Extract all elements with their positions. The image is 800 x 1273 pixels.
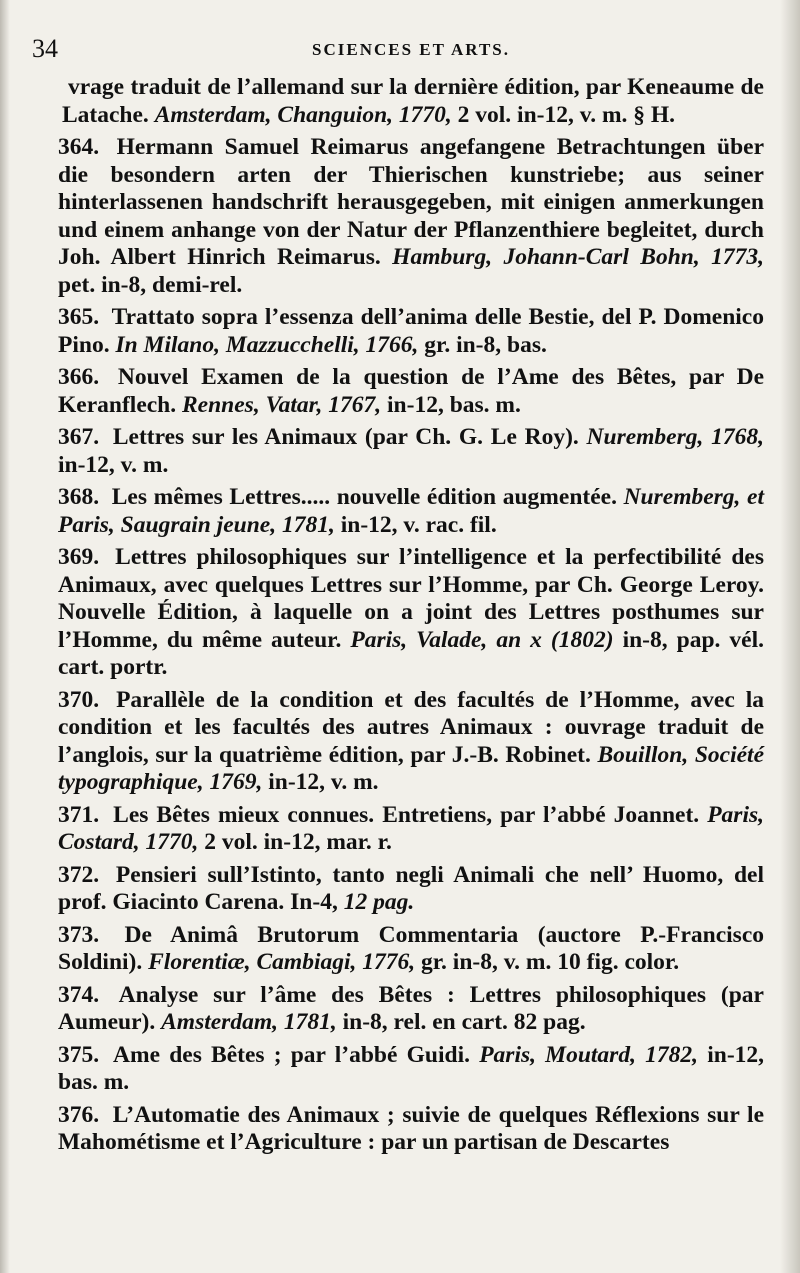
entry-details: in-12, v. rac. fil.	[340, 511, 497, 538]
entry-imprint: In Milano, Mazzucchelli, 1766,	[115, 331, 419, 358]
entry-number: 367.	[58, 424, 100, 450]
entry-text: Analyse sur l’âme des Bêtes : Lettres philosophiques (par Aumeur).	[58, 981, 764, 1035]
entry-number: 366.	[58, 364, 100, 390]
entry-text: Les mêmes Lettres..... nouvelle édition augmentée.	[111, 484, 617, 510]
entry-text: Lettres philosophiques sur l’intelligence et la perfectibilité des Animaux, avec quelques Lettres sur l’Homme, par Ch. George Leroy. Nouvelle Édition, à laquelle on a joint des Lettres posthumes sur l’Homme, du même auteur.	[58, 544, 764, 653]
entry-details: 2 vol. in-12, mar. r.	[204, 829, 392, 855]
entry-number: 365.	[58, 304, 100, 330]
bibliography-entry	[58, 424, 764, 479]
page-number: 34	[32, 34, 58, 63]
entry-imprint: 12 pag.	[343, 889, 415, 915]
running-head	[32, 34, 764, 74]
entry-imprint: Rennes, Vatar, 1767,	[182, 391, 382, 418]
entry-details: gr. in-8, v. m. 10 fig. color.	[421, 949, 680, 975]
entry-number: 371.	[58, 801, 100, 828]
entry-details: gr. in-8, bas.	[424, 331, 547, 358]
running-head-title: SCIENCES ET ARTS.	[312, 40, 510, 59]
entry-text: Lettres sur les Animaux (par Ch. G. Le Roy).	[112, 424, 579, 450]
entry-imprint: Florentiæ, Cambiagi, 1776,	[148, 949, 416, 975]
bibliography-entry	[58, 134, 764, 299]
entry-number: 369.	[58, 544, 100, 570]
entry-number: 374.	[58, 981, 100, 1008]
entry-text: Pensieri sull’Istinto, tanto negli Animali che nell’ Huomo, del prof. Giacinto Carena. In-4,	[58, 861, 764, 915]
entry-text: Parallèle de la condition et des facultés de l’Homme, avec la condition et les facultés des autres Animaux : ouvrage traduit de l’anglois, sur la quatrième édition, par J.-B. Robinet.	[58, 686, 764, 768]
entry-number: 364.	[58, 134, 100, 160]
bibliography-entry	[58, 982, 764, 1037]
entry-text: vrage traduit de l’allemand sur la dernière édition, par Keneaume de Latache.	[62, 74, 764, 128]
entry-imprint: Hamburg, Johann-Carl Bohn, 1773,	[392, 244, 764, 270]
entry-text: De Animâ Brutorum Commentaria (auctore P.-Francisco Soldini).	[58, 921, 765, 975]
entry-details: in-8, rel. en cart. 82 pag.	[342, 1009, 586, 1035]
entry-details: in-12, bas. m.	[58, 1041, 765, 1095]
bibliography-entry	[58, 544, 764, 682]
entry-text: Les Bêtes mieux connues. Entretiens, par l’abbé Joannet.	[113, 801, 700, 828]
entry-text: Nouvel Examen de la question de l’Ame des Bêtes, par De Keranflech.	[58, 364, 764, 418]
entry-imprint: Bouillon, Société typographique, 1769,	[58, 741, 764, 795]
entry-text: Ame des Bêtes ; par l’abbé Guidi.	[113, 1041, 470, 1068]
entry-details: 2 vol. in-12, v. m. § H.	[457, 101, 676, 128]
bibliography-entries	[58, 74, 764, 1157]
entry-details: in-12, v. m.	[268, 769, 379, 795]
page-shadow-right	[780, 0, 800, 1273]
entry-details: in-8, pap. vél. cart. portr.	[58, 626, 764, 680]
entry-number: 370.	[58, 686, 100, 713]
bibliography-entry	[58, 1042, 764, 1097]
entry-text: Trattato sopra l’essenza dell’anima delle Bestie, del P. Domenico Pino.	[58, 304, 764, 358]
entry-details: in-12, v. m.	[58, 451, 169, 478]
page-shadow-left	[0, 0, 10, 1273]
bibliography-entry	[58, 484, 764, 539]
bibliography-entry	[58, 74, 764, 129]
entry-imprint: Nuremberg, 1768,	[586, 424, 764, 450]
entry-number: 375.	[58, 1041, 100, 1068]
entry-text: Hermann Samuel Reimarus angefangene Betrachtungen über die besondern arten der Thierischen kunstriebe; aus seiner hinterlassenen handschrift herausgegeben, mit einigen anmerkungen und einem anhange von der Natur der Pflanzenthiere begleitet, durch Joh. Albert Hinrich Reimarus.	[58, 134, 764, 270]
entry-number: 376.	[58, 1101, 100, 1128]
bibliography-entry	[58, 304, 764, 359]
entry-number: 372.	[58, 861, 100, 888]
entry-details: pet. in-8, demi-rel.	[58, 271, 243, 298]
entry-number: 368.	[58, 484, 100, 510]
entry-imprint: Amsterdam, 1781,	[161, 1009, 337, 1035]
bibliography-entry	[58, 802, 764, 857]
bibliography-entry	[58, 364, 764, 419]
entry-details: in-12, bas. m.	[387, 391, 521, 418]
entry-imprint: Nuremberg, et Paris, Saugrain jeune, 1781,	[58, 484, 765, 538]
bibliography-entry	[58, 1102, 764, 1157]
entry-imprint: Paris, Moutard, 1782,	[479, 1041, 699, 1068]
entry-imprint: Amsterdam, Changuion, 1770,	[154, 101, 452, 128]
bibliography-entry	[58, 687, 764, 797]
entry-imprint: Paris, Valade, an x (1802)	[350, 626, 614, 653]
entry-imprint: Paris, Costard, 1770,	[58, 801, 765, 855]
bibliography-entry	[58, 862, 764, 917]
bibliography-entry	[58, 922, 764, 977]
entry-text: L’Automatie des Animaux ; suivie de quelques Réflexions sur le Mahométisme et l’Agriculture : par un partisan de Descartes	[58, 1101, 764, 1155]
entry-number: 373.	[58, 921, 100, 948]
